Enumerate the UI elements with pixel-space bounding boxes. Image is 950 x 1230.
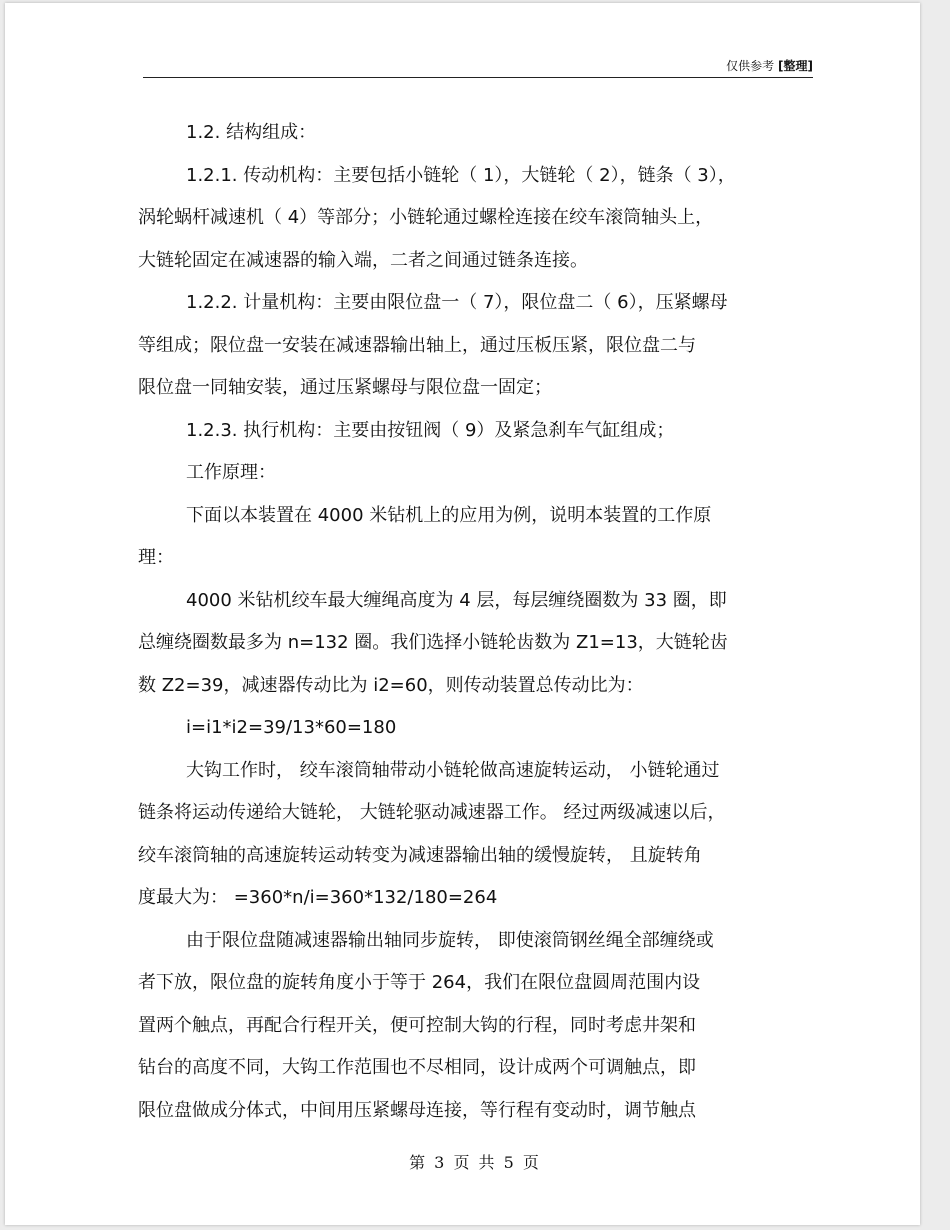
paragraph-line: 下面以本装置在 4000 米钻机上的应用为例，说明本装置的工作原 [186, 504, 712, 526]
paragraph-line: 钻台的高度不同，大钩工作范围也不尽相同，设计成两个可调触点，即 [138, 1057, 696, 1078]
header-tag: [整理] [778, 59, 813, 73]
paragraph-line: 1.2.3. 执行机构：主要由按钮阀（ 9）及紧急刹车气缸组成； [186, 419, 675, 441]
formula-line: 度最大为： =360*n/i=360*132/180=264 [138, 887, 498, 908]
heading-structure: 1.2. 结构组成： [186, 122, 317, 143]
heading-principle: 工作原理： [186, 462, 276, 483]
paragraph-line: 者下放，限位盘的旋转角度小于等于 264，我们在限位盘圆周范围内设 [138, 972, 701, 993]
document-body [138, 112, 810, 1132]
paragraph-line: 限位盘一同轴安装，通过压紧螺母与限位盘一固定； [138, 377, 552, 398]
page-footer: 第 3 页 共 5 页 [409, 1153, 541, 1172]
paragraph-line: 由于限位盘随减速器输出轴同步旋转， 即使滚筒钢丝绳全部缠绕或 [186, 929, 714, 951]
paragraph-line: 总缠绕圈数最多为 n=132 圈。我们选择小链轮齿数为 Z1=13，大链轮齿 [138, 632, 728, 653]
paragraph-line: 涡轮蜗杆减速机（ 4）等部分；小链轮通过螺栓连接在绞车滚筒轴头上， [138, 207, 714, 228]
paragraph-line: 大钩工作时， 绞车滚筒轴带动小链轮做高速旋转运动， 小链轮通过 [186, 759, 720, 781]
paragraph-line: 1.2.2. 计量机构：主要由限位盘一（ 7），限位盘二（ 6），压紧螺母 [186, 292, 728, 313]
paragraph-line: 等组成；限位盘一安装在减速器输出轴上，通过压板压紧，限位盘二与 [138, 334, 696, 356]
paragraph-line: 限位盘做成分体式，中间用压紧螺母连接，等行程有变动时，调节触点 [138, 1099, 696, 1121]
paragraph-line: 链条将运动传递给大链轮， 大链轮驱动减速器工作。 经过两级减速以后， [138, 802, 726, 823]
paragraph-line: 绞车滚筒轴的高速旋转运动转变为减速器输出轴的缓慢旋转， 且旋转角 [138, 844, 702, 866]
paragraph-line: 置两个触点，再配合行程开关，便可控制大钩的行程，同时考虑井架和 [138, 1014, 696, 1036]
page-header [143, 55, 813, 78]
header-text: 仅供参考 [726, 59, 775, 73]
paragraph-line: 大链轮固定在减速器的输入端，二者之间通过链条连接。 [138, 249, 588, 271]
paragraph-line: 数 Z2=39，减速器传动比为 i2=60，则传动装置总传动比为： [138, 674, 644, 696]
paragraph-line: 理： [138, 547, 174, 568]
paragraph-line: 1.2.1. 传动机构：主要包括小链轮（ 1），大链轮（ 2），链条（ 3）， [186, 164, 736, 186]
paragraph-line: 4000 米钻机绞车最大缠绳高度为 4 层，每层缠绕圈数为 33 圈，即 [186, 589, 727, 611]
formula-line: i=i1*i2=39/13*60=180 [186, 717, 397, 738]
